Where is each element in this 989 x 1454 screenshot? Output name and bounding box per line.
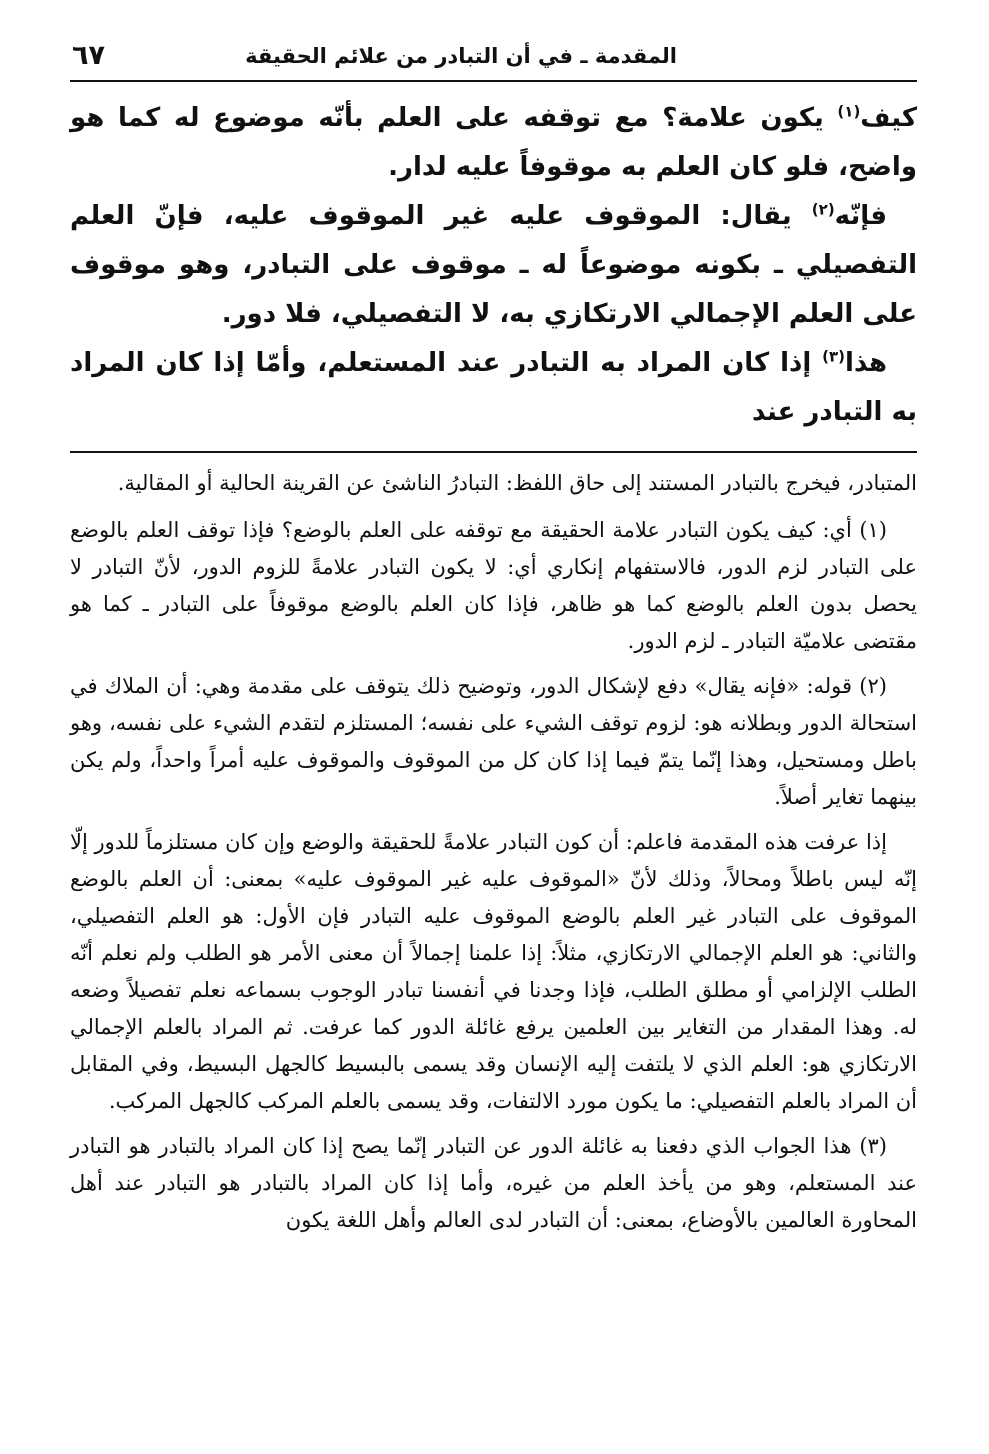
footnote-2-continued: إذا عرفت هذه المقدمة فاعلم: أن كون التبادر علامةً للحقيقة والوضع وإن كان مستلزماً للدور إلّا إنّه ليس باطلاً ومحالاً، وذلك لأنّ «الموقوف عليه غير الموقوف عليه» بمعنى: أن العلم بالوضع الموقوف على التبادر غير العلم بالوضع الموقوف عليه التبادر فإن الأول: هو العلم التفصيلي، والثاني: هو العلم الإجمالي الارتكازي، مثلاً: إذا علمنا إجمالاً أن معنى الأمر هو الطلب ولم نعلم أنّه الطلب الإلزامي أو مطلق الطلب، فإذا وجدنا في أنفسنا تبادر الوجوب بسماعه نعلم تفصيلاً وضعه له. وهذا المقدار من التغاير بين العلمين يرفع غائلة الدور كما عرفت. ثم المراد بالعلم الإجمالي الارتكازي هو: العلم الذي لا يلتفت إليه الإنسان وقد يسمى بالبسيط كالجهل البسيط، وفي المقابل أن المراد بالعلم التفصيلي: ما يكون مورد الالتفات، وقد يسمى بالعلم المركب كالجهل المركب. (70, 830, 917, 1113)
paragraph-text: يقال: الموقوف عليه غير الموقوف عليه، فإنّ العلم التفصيلي ـ بكونه موضوعاً له ـ موقوف على التبادر، وهو موقوف على العلم الإجمالي الارتكازي به، لا التفصيلي، فلا دور. (70, 201, 917, 329)
main-paragraph (70, 339, 917, 437)
footnote-1: (١) أي: كيف يكون التبادر علامة الحقيقة مع توقفه على العلم بالوضع؟ فإذا توقف العلم بالوضع على التبادر لزم الدور، فالاستفهام إنكاري أي: لا يكون التبادر علامةً للزوم الدور، لأنّ التبادر لا يحصل بدون العلم بالوضع كما هو ظاهر، فإذا كان العلم بالوضع موقوفاً على التبادر ـ كما هو مقتضى علاميّة التبادر ـ لزم الدور. (70, 518, 917, 653)
footnote-marker: (٣) (822, 347, 846, 366)
main-text (70, 94, 917, 437)
footnote-marker: (١) (837, 102, 861, 121)
page-number: ٦٧ (72, 40, 105, 71)
main-paragraph (70, 94, 917, 192)
footnote-divider (70, 451, 917, 453)
main-paragraph (70, 192, 917, 339)
footnote-continuation: المتبادر، فيخرج بالتبادر المستند إلى حاق اللفظ: التبادرُ الناشئ عن القرينة الحالية أو المقالية. (117, 471, 917, 495)
footnote-marker: (٢) (811, 200, 835, 219)
footnotes (70, 465, 917, 1239)
paragraph-text: إذا كان المراد به التبادر عند المستعلم، وأمّا إذا كان المراد به التبادر عند (70, 348, 917, 427)
page-header (70, 40, 917, 82)
footnote-2: (٢) قوله: «فإنه يقال» دفع لإشكال الدور، وتوضيح ذلك يتوقف على مقدمة وهي: أن الملاك في استحالة الدور وبطلانه هو: لزوم توقف الشيء على نفسه؛ المستلزم لتقدم الشيء على نفسه، وهو باطل ومستحيل، وهذا إنّما يتمّ فيما إذا كان كل من الموقوف والموقوف عليه أمراً واحداً، ولم يكن بينهما تغاير أصلاً. (70, 674, 917, 809)
lead-word: كيف (860, 103, 917, 133)
lead-word: فإنّه (834, 201, 887, 231)
paragraph-text: يكون علامة؟ مع توقفه على العلم بأنّه موضوع له كما هو واضح، فلو كان العلم به موقوفاً عليه لدار. (70, 103, 917, 182)
lead-word: هذا (845, 348, 887, 378)
book-page (70, 40, 917, 1247)
running-title: المقدمة ـ في أن التبادر من علائم الحقيقة (245, 44, 677, 68)
footnote-3: (٣) هذا الجواب الذي دفعنا به غائلة الدور عن التبادر إنّما يصح إذا كان المراد بالتبادر هو التبادر عند المستعلم، وهو من يأخذ العلم من غيره، وأما إذا كان المراد بالتبادر هو التبادر عند أهل المحاورة العالمين بالأوضاع، بمعنى: أن التبادر لدى العالم وأهل اللغة يكون (70, 1134, 917, 1232)
